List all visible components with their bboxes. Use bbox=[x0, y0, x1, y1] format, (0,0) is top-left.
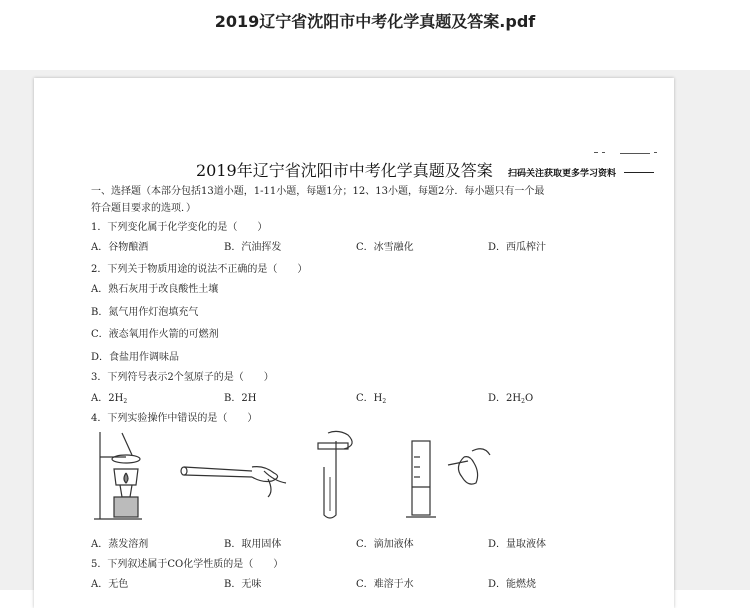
dropper-figure bbox=[318, 431, 352, 518]
question-4-option-b: B．取用固体 bbox=[224, 539, 282, 550]
question-1-option-c: C．冰雪融化 bbox=[356, 242, 414, 253]
question-3-option-d: D．$2H_2O$ bbox=[488, 393, 534, 405]
solid-handling-figure bbox=[181, 467, 286, 497]
question-4-option-d: D．量取液体 bbox=[488, 539, 547, 550]
question-2-stem: 2．下列关于物质用途的说法不正确的是（ ） bbox=[91, 264, 308, 275]
question-4-option-a: A．蒸发溶剂 bbox=[91, 539, 149, 550]
question-3-option-c: C．$H_2$ bbox=[356, 393, 387, 405]
question-4-stem: 4．下列实验操作中错误的是（ ） bbox=[91, 413, 258, 424]
viewer-header bbox=[0, 0, 750, 70]
question-5-option-b: B．无味 bbox=[224, 579, 262, 590]
question-4-option-c: C．滴加液体 bbox=[356, 539, 414, 550]
watermark-underline bbox=[624, 172, 654, 173]
question-1-option-b: B．汽油挥发 bbox=[224, 242, 282, 253]
question-2-option-a: A．熟石灰用于改良酸性土壤 bbox=[91, 284, 219, 295]
page-heading: 2019年辽宁省沈阳市中考化学真题及答案 bbox=[196, 161, 493, 180]
question-3-stem: 3．下列符号表示2个氢原子的是（ ） bbox=[91, 372, 274, 383]
question-2-option-d: D．食盐用作调味品 bbox=[91, 352, 180, 363]
lab-operations-illustration bbox=[92, 427, 497, 522]
question-3-option-a: A．$2H_2$ bbox=[91, 393, 128, 405]
evaporation-figure bbox=[94, 432, 142, 519]
question-5-option-c: C．难溶于水 bbox=[356, 579, 414, 590]
question-1-stem: 1．下列变化属于化学变化的是（ ） bbox=[91, 222, 268, 233]
question-2-option-b: B．氮气用作灯泡填充气 bbox=[91, 307, 199, 318]
question-5-option-d: D．能燃烧 bbox=[488, 579, 537, 590]
question-1-option-a: A．谷物酿酒 bbox=[91, 242, 149, 253]
pdf-page bbox=[34, 78, 674, 608]
question-2-option-c: C．液态氧用作火箭的可燃剂 bbox=[91, 329, 219, 340]
file-title: 2019辽宁省沈阳市中考化学真题及答案.pdf bbox=[214, 12, 536, 31]
question-5-stem: 5．下列叙述属于CO化学性质的是（ ） bbox=[91, 559, 284, 570]
watermark-text: 扫码关注获取更多学习资料 bbox=[508, 169, 617, 179]
section-intro-line-2: 符合题目要求的选项．） bbox=[91, 203, 196, 214]
question-3-option-b: B．2H bbox=[224, 393, 257, 404]
measuring-cylinder-figure bbox=[406, 441, 490, 517]
watermark-marks bbox=[594, 152, 662, 156]
question-5-option-a: A．无色 bbox=[91, 579, 129, 590]
question-1-option-d: D．西瓜榨汁 bbox=[488, 242, 547, 253]
section-intro-line-1: 一、选择题（本部分包括13道小题，1-11小题，每题1分；12、13小题，每题2分．每小题只有一个最 bbox=[91, 186, 545, 197]
